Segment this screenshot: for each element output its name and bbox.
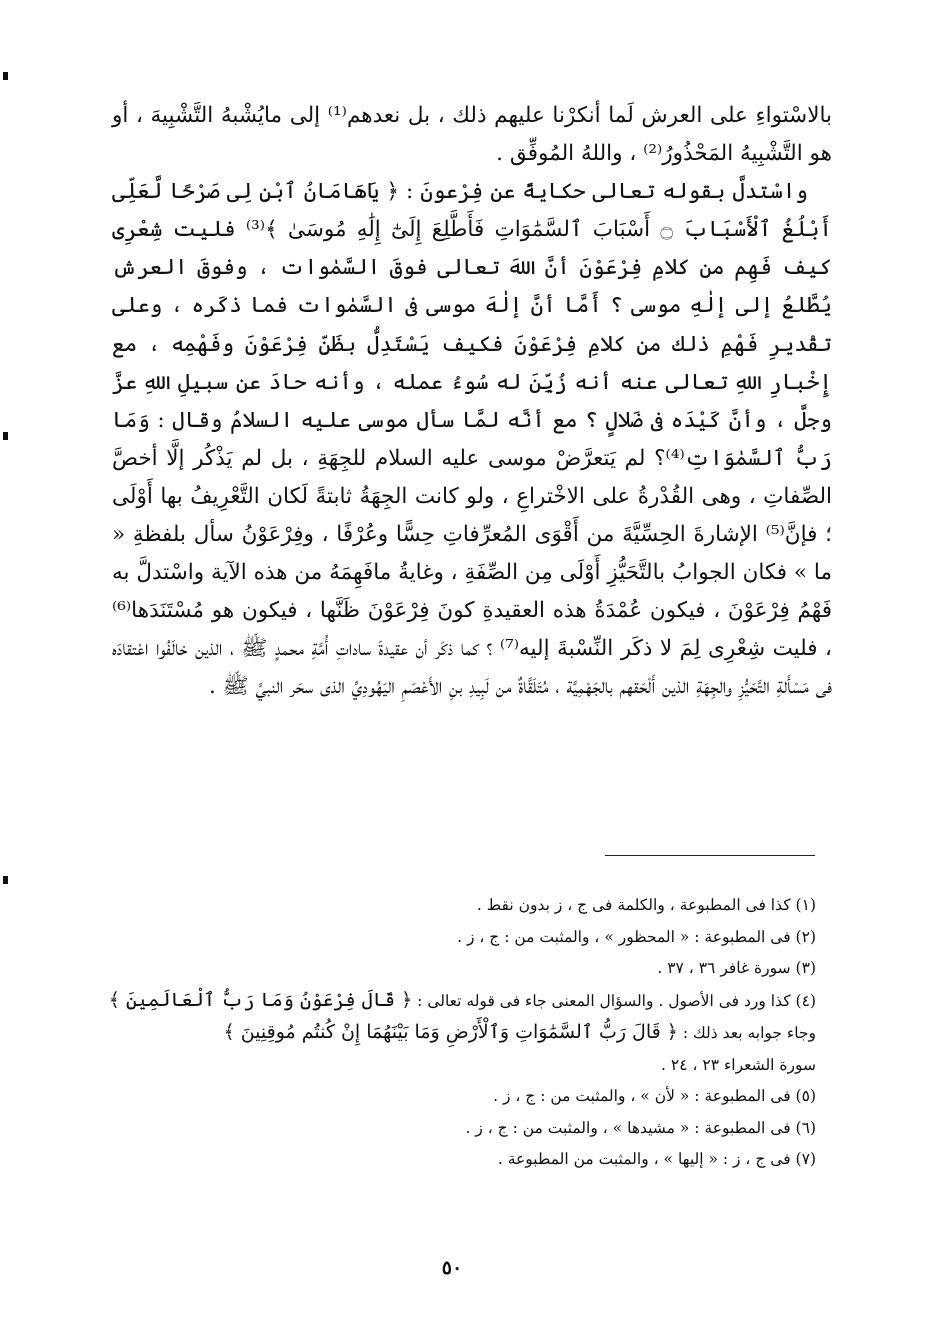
footnote: (٥) فى المطبوعة : « لأن » ، والمثبت من : ج ، ز . xyxy=(493,1087,816,1105)
main-text xyxy=(112,97,832,707)
footnote-line xyxy=(96,985,816,1018)
footnote: (٢) فى المطبوعة : « المحظور » ، والمثبت من : ج ، ز . xyxy=(457,927,816,946)
footnote: (٧) فى ج ، ز : « إليها » ، والمثبت من المطبوعة . xyxy=(497,1150,816,1168)
binding-mark xyxy=(3,432,8,440)
page-number: ٥٠ xyxy=(441,1257,463,1279)
footnote-separator xyxy=(605,855,815,856)
quran-verse: ﴿ قَالَ رَبُّ ٱلسَّمَٰوَاتِ وَٱلْأَرْضِ وَمَا بَيْنَهُمَا إِنْ كُنتُم مُوقِنِينَ ﴾ xyxy=(223,1021,678,1043)
paragraph: بالاسْتواءِ على العرش لَما أنكرْنا عليهم ذلك ، بل نعدهم⁽¹⁾ إلى مايُشْبهُ التَّشْبِيهَ ، أو هو التَّشْبِيهُ المَحْذُورُ⁽²⁾ ، واللهُ المُوفِّق . xyxy=(112,103,832,167)
footnote: (١) كذا فى المطبوعة ، والكلمة فى ج ، ز بدون نقط . xyxy=(476,896,816,914)
footnote xyxy=(96,985,816,1082)
binding-mark xyxy=(3,72,8,80)
footnote-line xyxy=(96,1017,816,1050)
footnotes xyxy=(96,890,816,1176)
binding-mark xyxy=(3,876,8,884)
paragraph: واسْتدلَّ بقوله تعالى حكايةً عن فِرْعونَ : ﴿ يَاهَامَانُ ٱبْنِ لِى صَرْحًا لَّعَلِّى أَبْلُغُ ٱلْأَسْبَابَ ۝ أَسْبَابَ ٱلسَّمَٰوَاتِ فَأَطَّلِعَ إِلَىٰٓ إِلَٰهِ مُوسَىٰ ﴾⁽³⁾ فليت شِعْرِى كيف فَهِم من كلامِ فِرْعَوْنَ أنَّ اللهَ تعالى فوقَ السَّمٰوات ، وفوقَ العرش يُطَّلعُ إلى إلٰهِ موسى ؟ أَمَّا أنَّ إلٰهَ موسى فى السَّمٰوات فما ذكَره ، وعلى تقْديرِ فَهْمِ ذلك من كلامِ فِرْعَوْنَ فكيف يَسْتَدِلُّ بظَنِّ فِرْعَوْنَ وفَهْمِه ، مع إِخْبارِ اللهِ تعالى عنه أنه زُيِّنَ له سُوءُ عمله ، وأنه حادَ عن سبيلِ اللهِ عزَّ وجلَّ ، وأنَّ كَيْدَه فى ضَلالٍ ؟ مع أنَّه لمَّا سأل موسى عليه السلامُ وقال : وَمَا رَبُّ ٱلسَّمٰوَاتِ⁽⁴⁾؟ لم يَتعرَّضْ موسى عليه السلام للجِهَةِ ، بل لم يَذْكُر إلَّا أخصَّ الصِّفاتِ ، وهى القُدْرةُ على الاخْتراعِ ، ولو كانت الجِهَةُ ثابتةً لَكان التَّعْرِيفُ بها أَوْلَى ؛ فإنَّ⁽⁵⁾ الإشارةَ الحِسِّيَّةَ من أَقْوَى المُعرِّفاتِ حِسًّا وعُرْفًا ، وفِرْعَوْنُ سأل بلفظةِ « ما » فكان الجوابُ بالتَّحَيُّزِ أَوْلَى مِن الصِّفَةِ ، وغايةُ مافَهِمَهُ من هذه الآية واسْتدلَّ به فَهْمُ فِرْعَوْنَ ، فيكون عُمْدَةُ هذه العقيدةِ كونَ فِرْعَوْنَ ظَنَّها ، فيكون هو مُسْتَنَدَها⁽⁶⁾ ، فليت شِعْرِى لِمَ لا ذكَر النِّسْبةَ إليه⁽⁷⁾ ؟ كما ذكَر أن عقيدةَ ساداتِ أُمَّةِ محمدٍ ﷺ ، الذين خالَفُوا اعْتقادَه فى مَسْأَلةِ التَّحَيُّزِ والجِهَةِ الذين أَلْحَقهم بالجَهْمِيَّة ، مُتَلَقَّاةٌ من لَبِيدِ بنِ الأَعْصَمِ اليَهُودِيِّ الذى سحَر النبيَّ ﷺ . xyxy=(112,179,833,700)
footnote-text: (٤) كذا ورد فى الأصول . والسؤال المعنى جاء فى قوله تعالى : xyxy=(417,991,816,1010)
footnote-text: وجاء جوابه بعد ذلك : xyxy=(682,1024,816,1042)
quran-verse: ﴿ قَالَ فِرْعَوْنُ وَمَا رَبُّ ٱلْعَالَمِينَ ﴾ xyxy=(108,988,413,1011)
footnote: (٦) فى المطبوعة : « مشيدها » ، والمثبت من : ج ، ز . xyxy=(465,1118,816,1137)
footnote-line: سورة الشعراء ٢٣ ، ٢٤ . xyxy=(661,1055,816,1074)
footnote: (٣) سورة غافر ٣٦ ، ٣٧ . xyxy=(657,959,816,977)
